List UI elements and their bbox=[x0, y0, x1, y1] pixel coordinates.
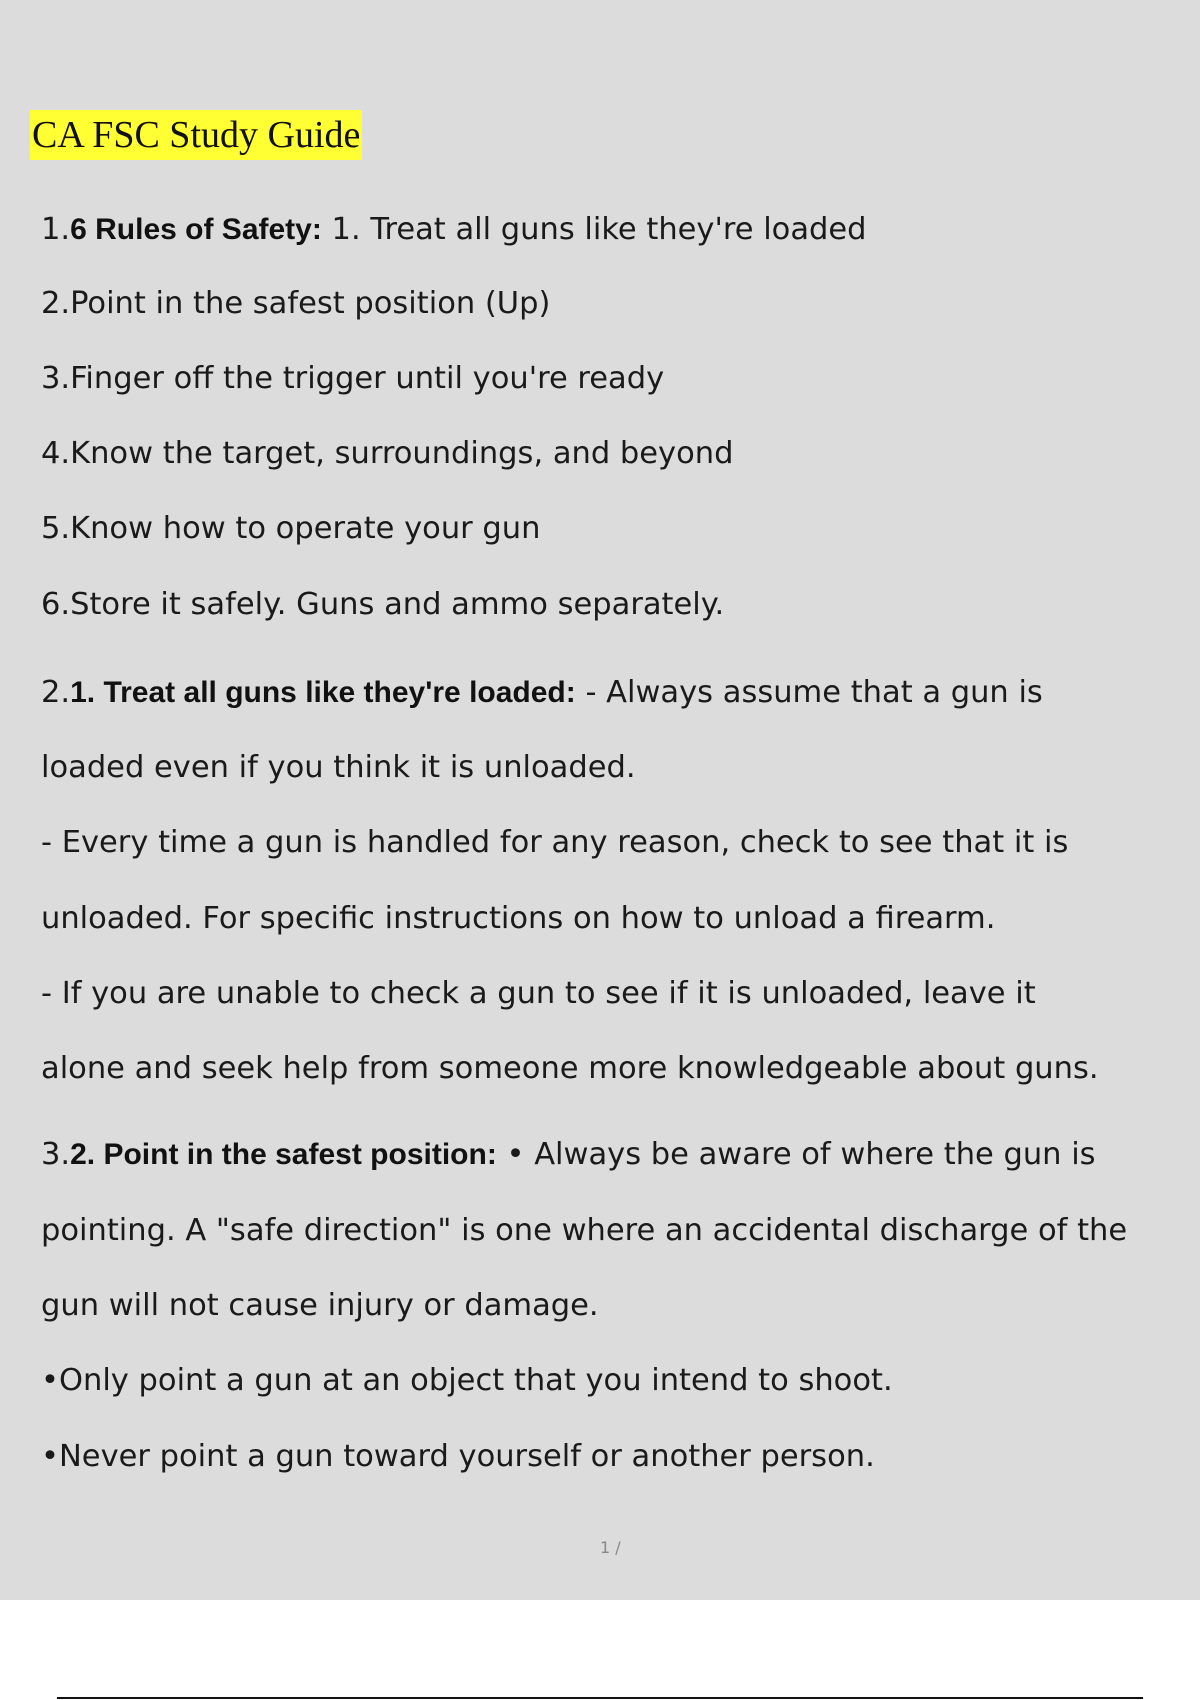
item-heading: 2. Point in the safest position: bbox=[70, 1138, 497, 1171]
footer-divider bbox=[57, 1697, 1143, 1699]
item-3-header-line bbox=[41, 1135, 1096, 1175]
item-3-line: pointing. A "safe direction" is one where an accidental discharge of the bbox=[41, 1213, 1128, 1248]
page-title: CA FSC Study Guide bbox=[30, 110, 362, 160]
item-1-line: 2.Point in the safest position (Up) bbox=[41, 286, 551, 321]
item-2-line: - Every time a gun is handled for any reason, check to see that it is bbox=[41, 825, 1069, 860]
item-2-line: loaded even if you think it is unloaded. bbox=[41, 750, 636, 785]
item-number: 1. bbox=[41, 212, 71, 247]
item-1-header-line bbox=[41, 210, 867, 250]
item-1-line: 4.Know the target, surroundings, and beyond bbox=[41, 436, 734, 471]
item-1-line: 3.Finger off the trigger until you're ready bbox=[41, 361, 665, 396]
item-first-line: 1. Treat all guns like they're loaded bbox=[321, 212, 867, 247]
item-1-line: 5.Know how to operate your gun bbox=[41, 511, 541, 546]
item-3-line: •Only point a gun at an object that you intend to shoot. bbox=[41, 1363, 893, 1398]
item-heading: 6 Rules of Safety: bbox=[70, 213, 322, 246]
item-2-line: alone and seek help from someone more knowledgeable about guns. bbox=[41, 1051, 1099, 1086]
item-number: 3. bbox=[41, 1137, 71, 1172]
item-number: 2. bbox=[41, 675, 71, 710]
item-first-line: • Always be aware of where the gun is bbox=[496, 1137, 1096, 1172]
item-2-header-line bbox=[41, 673, 1043, 713]
item-2-line: - If you are unable to check a gun to see if it is unloaded, leave it bbox=[41, 976, 1036, 1011]
item-2-line: unloaded. For specific instructions on how to unload a firearm. bbox=[41, 901, 996, 936]
item-heading: 1. Treat all guns like they're loaded: bbox=[70, 676, 576, 709]
item-3-line: •Never point a gun toward yourself or another person. bbox=[41, 1439, 875, 1474]
item-1-line: 6.Store it safely. Guns and ammo separately. bbox=[41, 587, 725, 622]
page-number: 1 / bbox=[600, 1538, 621, 1557]
item-first-line: - Always assume that a gun is bbox=[575, 675, 1043, 710]
item-3-line: gun will not cause injury or damage. bbox=[41, 1288, 599, 1323]
